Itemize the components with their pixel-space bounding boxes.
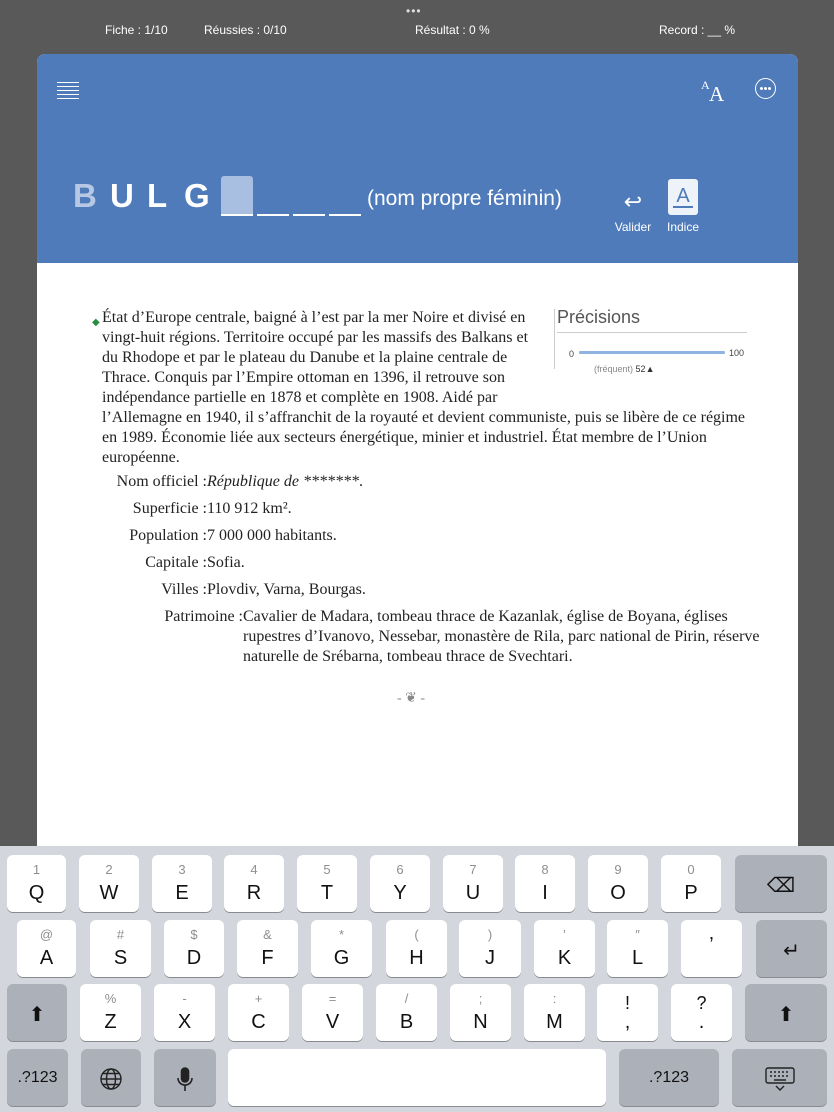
fact-key: Nom officiel : [116, 473, 207, 490]
key-b[interactable]: / B [376, 984, 437, 1041]
key-q[interactable]: 1 Q [7, 855, 66, 912]
key-h[interactable]: ( H [386, 920, 447, 977]
key-y[interactable]: 6 Y [370, 855, 430, 912]
hide-keyboard-icon [732, 1067, 827, 1097]
frequency-marker-icon: ▲ [645, 364, 655, 374]
key-c[interactable]: + C [228, 984, 289, 1041]
key-i[interactable]: 8 I [515, 855, 575, 912]
indice-button[interactable] [663, 179, 703, 234]
valider-label: Valider [614, 220, 652, 234]
key-l[interactable]: ″ L [607, 920, 668, 977]
word-hint: (nom propre féminin) [367, 187, 562, 210]
bullet-icon: ◆ [92, 317, 100, 328]
letter-slot-active[interactable] [221, 176, 253, 216]
key-r[interactable]: 4 R [224, 855, 284, 912]
key-k[interactable]: ’ K [534, 920, 595, 977]
definition-text [102, 308, 747, 468]
precisions-panel [557, 308, 747, 398]
indice-label: Indice [666, 220, 700, 234]
menu-icon[interactable] [57, 82, 79, 98]
card-header [37, 54, 798, 263]
fact-key: Villes : [161, 581, 207, 598]
key-j[interactable]: ) J [459, 920, 521, 977]
hide-keyboard-key[interactable] [732, 1049, 827, 1106]
return-icon: ↵ [783, 940, 800, 962]
key-f[interactable]: & F [237, 920, 298, 977]
word-letter: B [73, 177, 97, 214]
shift-icon: ⬆ [28, 1004, 46, 1026]
key-apostrophe[interactable]: ’ [681, 920, 742, 977]
key-e[interactable]: 3 E [152, 855, 212, 912]
fact-value: 7 000 000 habitants. [207, 527, 337, 544]
return-icon: ↩ [623, 189, 643, 214]
frequency-label: (fréquent) 52▲ [594, 364, 655, 374]
key-exclamation-comma[interactable]: ! , [597, 984, 658, 1041]
letter-slot[interactable] [329, 176, 361, 216]
ornament: - ❦ - [397, 691, 426, 706]
resultat-counter: Résultat : 0 % [415, 23, 490, 37]
fact-value: Plovdiv, Varna, Bourgas. [207, 581, 366, 598]
word-puzzle [73, 176, 365, 216]
key-w[interactable]: 2 W [79, 855, 139, 912]
fiche-counter: Fiche : 1/10 [105, 23, 168, 37]
word-letter: L [147, 177, 168, 214]
fact-value: 110 912 km². [207, 500, 292, 517]
word-letter: U [110, 177, 134, 214]
delete-icon: ⌫ [766, 875, 796, 897]
key-v[interactable]: = V [302, 984, 363, 1041]
shift-key-left[interactable] [7, 984, 67, 1041]
precisions-min: 0 [569, 349, 575, 359]
letter-slot[interactable] [293, 176, 325, 216]
fact-value: Cavalier de Madara, tombeau thrace de Kazanlak, église de Boyana, églises rupestres d’Ivanovo, Nessebar, monastère de Rila, parc national de Pirin, réserve naturelle de Srébarna, tombeau thrace de Svechtari. [243, 608, 760, 665]
letter-slot[interactable] [257, 176, 289, 216]
fact-row [97, 499, 777, 519]
microphone-icon [154, 1067, 216, 1099]
return-key[interactable] [756, 920, 827, 977]
key-x[interactable]: - X [154, 984, 215, 1041]
fact-key: Patrimoine : [164, 608, 243, 625]
numbers-key-left[interactable]: .?123 [7, 1049, 68, 1106]
fact-value: République de *******. [207, 473, 363, 490]
key-question-period[interactable]: ? . [671, 984, 732, 1041]
shift-icon: ⬆ [777, 1004, 795, 1026]
delete-key[interactable] [735, 855, 827, 912]
key-u[interactable]: 7 U [443, 855, 503, 912]
key-o[interactable]: 9 O [588, 855, 648, 912]
indice-icon: A [668, 179, 698, 215]
fact-row [97, 553, 777, 573]
key-m[interactable]: : M [524, 984, 585, 1041]
key-a[interactable]: @ A [17, 920, 76, 977]
key-d[interactable]: $ D [164, 920, 224, 977]
font-size-icon[interactable]: A A [701, 78, 725, 106]
frequency-gauge [579, 351, 725, 354]
globe-key[interactable] [81, 1049, 141, 1106]
fact-row [97, 526, 777, 546]
precisions-max: 100 [729, 348, 745, 358]
onscreen-keyboard [0, 846, 834, 1112]
shift-key-right[interactable] [745, 984, 827, 1041]
fact-row [97, 472, 777, 492]
fact-row [97, 580, 777, 600]
dictation-key[interactable] [154, 1049, 216, 1106]
frequency-value: 52 [635, 364, 646, 374]
fact-key: Capitale : [145, 554, 207, 571]
key-p[interactable]: 0 P [661, 855, 721, 912]
record-counter: Record : __ % [659, 23, 736, 37]
valider-button[interactable] [613, 184, 653, 234]
fact-key: Superficie : [132, 500, 207, 517]
fact-key: Population : [129, 527, 207, 544]
key-t[interactable]: 5 T [297, 855, 357, 912]
space-key[interactable] [228, 1049, 606, 1106]
reussies-counter: Réussies : 0/10 [204, 23, 287, 37]
word-letter: G [184, 177, 210, 214]
word-card [37, 54, 798, 854]
fact-row [97, 607, 777, 667]
status-bar [0, 0, 834, 54]
description-paragraph: État d’Europe centrale, baigné à l’est par la mer Noire et divisé en vingt-huit régions. Territoire occupé par les massifs des Balkans et du Rhodope et par le plateau du Danube et la plaine centrale de Thrace. Conquis par l’Empire ottoman en 1396, il retrouve son indépendance partielle en 1878 et complète en 1908. Aidé par l’Allemagne en 1940, il s’affranchit de la royauté et devient communiste, puis se libère de ce régime en 1989. Économie liée aux secteurs énergétique, minier et industriel. État membre de l’Union européenne. [102, 309, 746, 466]
precisions-title: Précisions [557, 307, 641, 327]
globe-icon [81, 1067, 141, 1097]
key-g[interactable]: * G [311, 920, 372, 977]
fact-value: Sofia. [207, 554, 245, 571]
key-n[interactable]: ; N [450, 984, 511, 1041]
definition-content [37, 263, 798, 854]
numbers-key-right[interactable]: .?123 [619, 1049, 719, 1106]
facts-table [97, 472, 777, 674]
key-s[interactable]: # S [90, 920, 151, 977]
multitasking-grip-icon[interactable]: ••• [406, 4, 422, 18]
more-icon[interactable] [755, 78, 776, 99]
key-z[interactable]: % Z [80, 984, 141, 1041]
